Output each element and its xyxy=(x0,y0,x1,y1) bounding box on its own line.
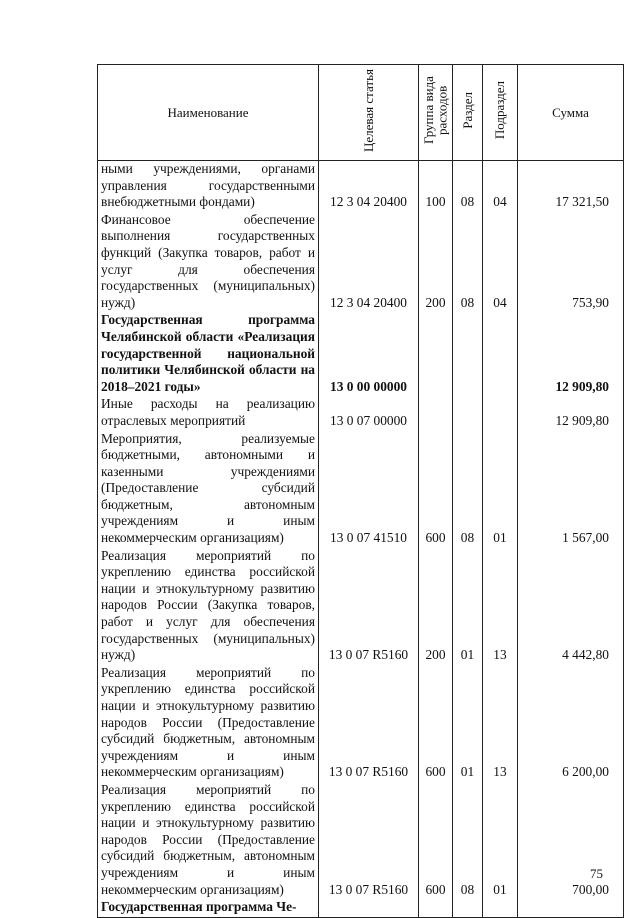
table-header-row xyxy=(98,65,624,161)
row-target-code: 13 0 07 41510 xyxy=(319,431,419,548)
row-amount: 12 909,80 xyxy=(518,396,624,430)
table-row xyxy=(98,212,624,313)
header-group xyxy=(419,65,453,161)
row-subsection: 01 xyxy=(483,431,518,548)
row-section: 01 xyxy=(453,665,483,782)
row-amount: 6 200,00 xyxy=(518,665,624,782)
row-name: Мероприятия, реализуемые бюджетными, автономными и казенными учреждениями (Предоставление субсидий бюджетным, автономным учреждениям и иным некоммерческим организациям) xyxy=(98,431,319,548)
row-name: Реализация мероприятий по укреплению единства российской нации и этнокультурному развитию народов России (Предоставление субсидий бюджетным, автономным учреждениям и иным некоммерческим организациям) xyxy=(98,782,319,899)
row-section: 01 xyxy=(453,548,483,665)
table-row xyxy=(98,431,624,548)
table-row xyxy=(98,899,624,917)
row-target-code: 13 0 07 00000 xyxy=(319,396,419,430)
row-target-code: 12 3 04 20400 xyxy=(319,212,419,313)
row-target-code: 12 3 04 20400 xyxy=(319,161,419,212)
row-group: 600 xyxy=(419,665,453,782)
row-group: 200 xyxy=(419,212,453,313)
row-subsection: 04 xyxy=(483,212,518,313)
header-subsection xyxy=(483,65,518,161)
row-subsection: 01 xyxy=(483,782,518,899)
row-group xyxy=(419,312,453,396)
header-target xyxy=(319,65,419,161)
header-name: Наименование xyxy=(98,65,319,161)
row-section xyxy=(453,312,483,396)
row-name: ными учреждениями, органами управления государственными внебюджетными фондами) xyxy=(98,161,319,212)
row-amount xyxy=(518,899,624,917)
header-section xyxy=(453,65,483,161)
table-row xyxy=(98,665,624,782)
row-target-code xyxy=(319,899,419,917)
row-group: 600 xyxy=(419,782,453,899)
budget-table xyxy=(97,64,624,918)
row-amount: 1 567,00 xyxy=(518,431,624,548)
row-subsection: 13 xyxy=(483,548,518,665)
row-section: 08 xyxy=(453,212,483,313)
row-target-code: 13 0 00 00000 xyxy=(319,312,419,396)
row-subsection xyxy=(483,312,518,396)
header-section-label: Раздел xyxy=(459,92,475,129)
row-target-code: 13 0 07 R5160 xyxy=(319,548,419,665)
row-target-code: 13 0 07 R5160 xyxy=(319,782,419,899)
row-amount: 17 321,50 xyxy=(518,161,624,212)
row-name: Реализация мероприятий по укреплению единства российской нации и этнокультурному развитию народов России (Предоставление субсидий бюджетным, автономным учреждениям и иным некоммерческим организациям) xyxy=(98,665,319,782)
header-target-label: Целевая статья xyxy=(360,68,376,152)
row-group: 100 xyxy=(419,161,453,212)
table-row xyxy=(98,396,624,430)
row-amount: 700,00 xyxy=(518,782,624,899)
row-name: Реализация мероприятий по укреплению единства российской нации и этнокультурному развитию народов России (Закупка товаров, работ и услуг для обеспечения государственных (муниципальных) нужд) xyxy=(98,548,319,665)
table-row xyxy=(98,312,624,396)
row-subsection xyxy=(483,899,518,917)
table-row xyxy=(98,782,624,899)
row-section: 08 xyxy=(453,431,483,548)
row-section: 08 xyxy=(453,161,483,212)
header-group-label: Группа вида расходов xyxy=(420,76,450,145)
row-section xyxy=(453,899,483,917)
row-name: Финансовое обеспечение выполнения государственных функций (Закупка товаров, работ и услуг для обеспечения государственных (муниципальных) нужд) xyxy=(98,212,319,313)
row-amount: 753,90 xyxy=(518,212,624,313)
header-amount: Сумма xyxy=(518,65,624,161)
row-name: Государственная программа Челябинской области «Реализация государственной национальной политики Челябинской области на 2018–2021 годы» xyxy=(98,312,319,396)
row-group: 200 xyxy=(419,548,453,665)
row-subsection: 04 xyxy=(483,161,518,212)
row-amount: 4 442,80 xyxy=(518,548,624,665)
row-section: 08 xyxy=(453,782,483,899)
row-amount: 12 909,80 xyxy=(518,312,624,396)
page-number: 75 xyxy=(590,866,603,881)
row-subsection xyxy=(483,396,518,430)
row-name: Иные расходы на реализацию отраслевых мероприятий xyxy=(98,396,319,430)
row-target-code: 13 0 07 R5160 xyxy=(319,665,419,782)
row-group: 600 xyxy=(419,431,453,548)
row-subsection: 13 xyxy=(483,665,518,782)
row-name: Государственная программа Че- xyxy=(98,899,319,917)
row-section xyxy=(453,396,483,430)
row-group xyxy=(419,899,453,917)
table-row xyxy=(98,548,624,665)
table-row xyxy=(98,161,624,212)
row-group xyxy=(419,396,453,430)
header-subsection-label: Подраздел xyxy=(492,81,508,140)
